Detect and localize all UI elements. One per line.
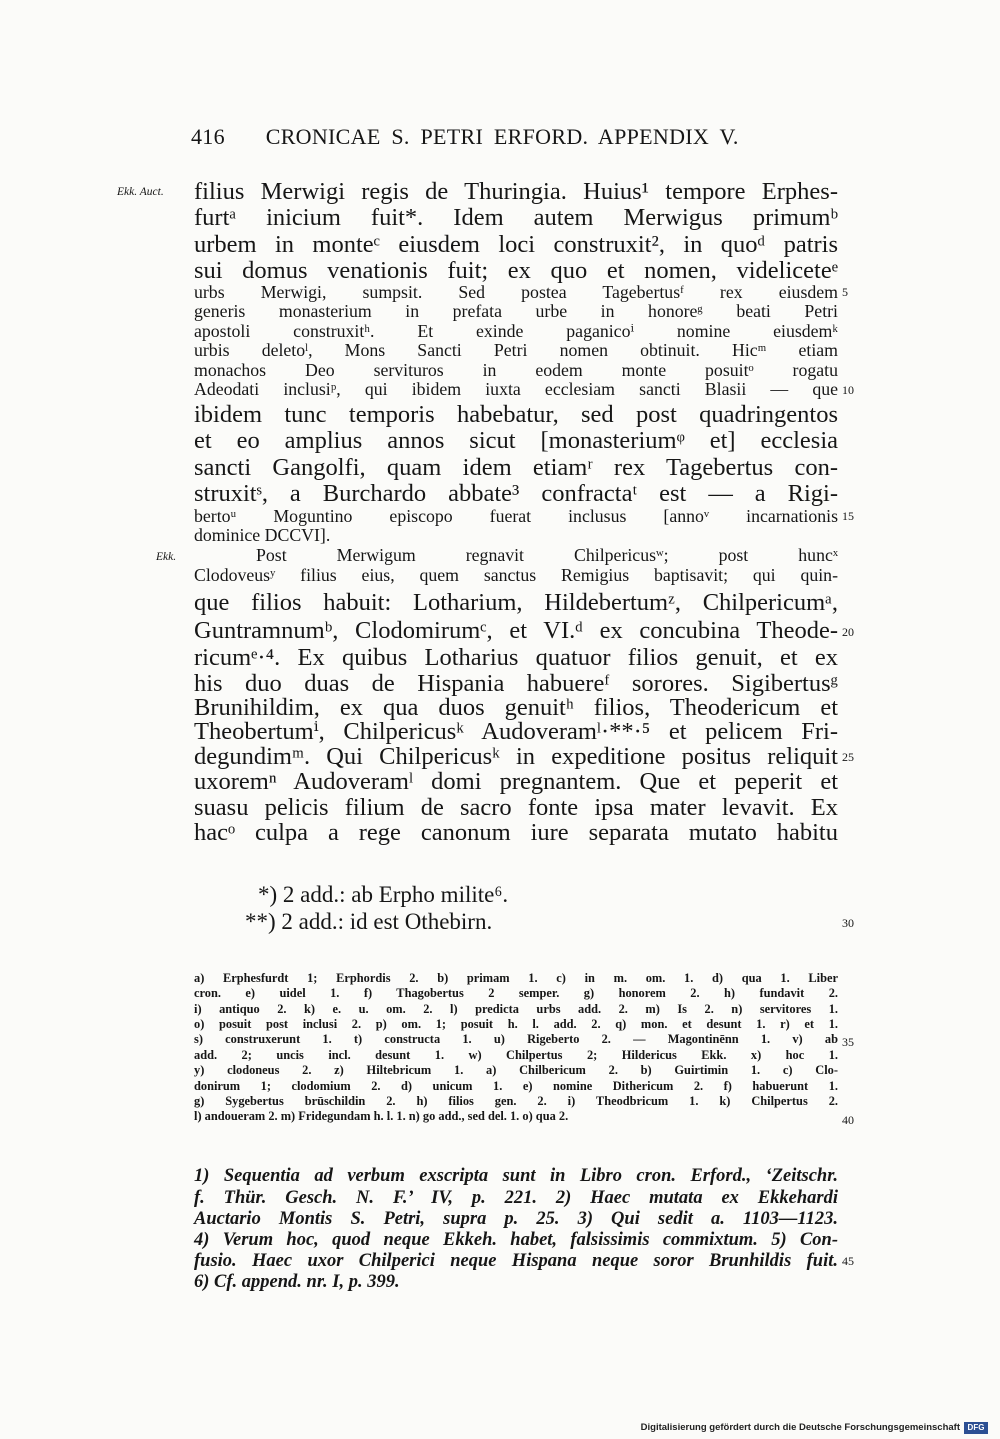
main-line: dominice DCCVI].	[194, 525, 331, 545]
variant-line: cron. e) uidel 1. f) Thagobertus 2 semper. g) honorem 2. h) fundavit 2.	[194, 986, 838, 1000]
digitization-credit	[640, 1421, 988, 1437]
variant-line: a) Erphesfurdt 1; Erphordis 2. b) primam 1. c) in m. om. 1. d) qua 1. Liber	[194, 971, 838, 985]
main-line: his duo duas de Hispania habuereᶠ sorores. Sigibertusᵍ	[194, 670, 838, 697]
credit-text: Digitalisierung gefördert durch die Deutsche Forschungsgemeinschaft	[640, 1422, 960, 1433]
main-line: monachos Deo servituros in eodem monte posuitᵒ rogatu	[194, 360, 838, 380]
main-line: suasu pelicis filium de sacro fonte ipsa mater levavit. Ex	[194, 794, 838, 821]
star-note: **) 2 add.: id est Othebirn.	[245, 909, 493, 934]
main-line: urbs Merwigi, sumpsit. Sed postea Tagebertusᶠ rex eiusdem	[194, 282, 838, 302]
main-line: apostoli construxitʰ. Et exinde paganicoⁱ nomine eiusdemᵏ	[194, 321, 838, 341]
main-line: bertoᵘ Moguntino episcopo fuerat inclusus [annoᵛ incarnationis	[194, 506, 838, 526]
main-line: uxoremⁿ Audoveramˡ domi pregnantem. Que et peperit et	[194, 768, 838, 795]
main-line: hacᵒ culpa a rege canonum iure separata mutato habitu	[194, 819, 838, 846]
variant-line: add. 2; uncis incl. desunt 1. w) Chilpertus 2; Hildericus Ekk. x) hoc 1.	[194, 1048, 838, 1062]
main-line: ricumᵉ·⁴. Ex quibus Lotharius quatuor filios genuit, et ex	[194, 644, 838, 671]
variant-line: y) clodoneus 2. z) Hiltebricum 1. a) Chilbericum 2. b) Guirtimin 1. c) Clo-	[194, 1063, 838, 1077]
main-line: Brunihildim, ex qua duos genuitʰ filios, Theodericum et	[194, 694, 838, 721]
footnote-line: f. Thür. Gesch. N. F.’ IV, p. 221. 2) Haec mutata ex Ekkehardi	[194, 1188, 838, 1208]
line-number: 35	[842, 1035, 854, 1049]
main-line: generis monasterium in prefata urbe in honoreᵍ beati Petri	[194, 301, 838, 321]
main-line: Clodoveusʸ filius eius, quem sanctus Remigius baptisavit; qui quin-	[194, 565, 838, 585]
main-line: degundimᵐ. Qui Chilpericusᵏ in expeditione positus reliquit	[194, 743, 838, 770]
margin-note-ekk: Ekk.	[156, 551, 177, 563]
variant-line: s) construxerunt 1. t) constructa 1. u) Rigeberto 2. — Magontinēnn 1. v) ab	[194, 1032, 838, 1046]
footnote-line: Auctario Montis S. Petri, supra p. 25. 3) Qui sedit a. 1103—1123.	[194, 1209, 838, 1229]
line-number: 15	[842, 509, 854, 523]
dfg-logo-icon: DFG	[964, 1422, 988, 1434]
variant-line: donirum 1; clodomium 2. d) unicum 1. e) nomine Dithericum 2. f) habuerunt 1.	[194, 1079, 838, 1093]
variant-line: i) antiquo 2. k) e. u. om. 2. l) predicta urbs add. 2. m) Is 2. n) servitores 1.	[194, 1002, 838, 1016]
footnote-line: 4) Verum hoc, quod neque Ekkeh. habet, falsissimis commixtum. 5) Con-	[194, 1230, 838, 1250]
margin-note-ekk-auct: Ekk. Auct.	[117, 186, 164, 198]
main-line: filius Merwigi regis de Thuringia. Huius¹ tempore Erphes-	[194, 178, 838, 205]
running-title: CRONICAE S. PETRI ERFORD. APPENDIX V.	[265, 124, 739, 149]
main-line: furtᵃ inicium fuit*. Idem autem Merwigus primumᵇ	[194, 204, 838, 231]
main-line: sancti Gangolfi, quam idem etiamʳ rex Tagebertus con-	[194, 454, 838, 481]
line-number: 25	[842, 750, 854, 764]
main-line: ibidem tunc temporis habebatur, sed post quadringentos	[194, 401, 838, 428]
main-line: urbis deletoˡ, Mons Sancti Petri nomen obtinuit. Hicᵐ etiam	[194, 340, 838, 360]
variant-line: g) Sygebertus brūschildin 2. h) filios gen. 2. i) Theodbricum 1. k) Chilpertus 2.	[194, 1094, 838, 1108]
line-number: 40	[842, 1113, 854, 1127]
line-number: 5	[842, 285, 848, 299]
line-number: 20	[842, 625, 854, 639]
main-line: urbem in monteᶜ eiusdem loci construxit², in quoᵈ patris	[194, 231, 838, 258]
footnote-line: 1) Sequentia ad verbum exscripta sunt in Libro cron. Erford., ‘Zeitschr.	[194, 1166, 838, 1186]
line-number: 45	[842, 1254, 854, 1268]
main-line: Adeodati inclusiᵖ, qui ibidem iuxta ecclesiam sancti Blasii — que	[194, 379, 838, 399]
line-number: 10	[842, 383, 854, 397]
main-line: struxitˢ, a Burchardo abbate³ confractaᵗ est — a Rigi-	[194, 480, 838, 507]
main-line: Theobertumⁱ, Chilpericusᵏ Audoveramˡ·**·⁵ et pelicem Fri-	[194, 718, 838, 745]
star-note: *) 2 add.: ab Erpho milite⁶.	[258, 882, 509, 907]
page-number: 416	[191, 124, 225, 149]
line-number: 30	[842, 916, 854, 930]
variant-line: l) andoueram 2. m) Fridegundam h. l. 1. n) go add., sed del. 1. o) qua 2.	[194, 1109, 569, 1123]
main-line: Guntramnumᵇ, Clodomirumᶜ, et VI.ᵈ ex concubina Theode-	[194, 617, 838, 644]
main-line: sui domus venationis fuit; ex quo et nomen, videliceteᵉ	[194, 257, 838, 284]
variant-line: o) posuit post inclusi 2. p) om. 1; posuit h. l. add. 2. q) mon. et desunt 1. r) et 1.	[194, 1017, 838, 1031]
main-line: que filios habuit: Lotharium, Hildebertumᶻ, Chilpericumᵃ,	[194, 589, 838, 616]
footnote-line: fusio. Haec uxor Chilperici neque Hispana neque soror Brunhildis fuit.	[194, 1251, 838, 1271]
footnote-line: 6) Cf. append. nr. I, p. 399.	[194, 1272, 400, 1292]
main-line: et eo amplius annos sicut [monasteriumᵠ et] ecclesia	[194, 427, 838, 454]
running-head	[191, 124, 739, 150]
main-line: Post Merwigum regnavit Chilpericusʷ; post huncˣ	[256, 545, 838, 565]
